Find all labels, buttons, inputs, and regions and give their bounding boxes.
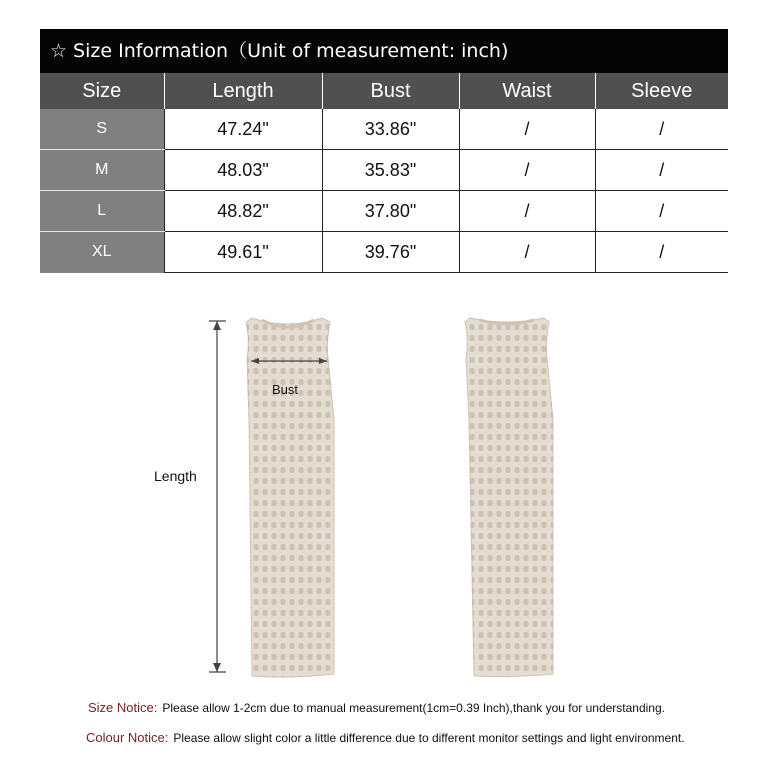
garment-measurement-diagram [0, 300, 768, 690]
length-cell: 49.61" [164, 232, 322, 273]
column-header-size: Size [40, 73, 164, 109]
bust-cell: 37.80" [322, 191, 459, 232]
length-cell: 48.82" [164, 191, 322, 232]
sleeve-cell: / [595, 150, 728, 191]
table-row [40, 150, 728, 191]
length-measure-line [209, 321, 226, 672]
size-table [40, 73, 728, 273]
column-header-bust: Bust [322, 73, 459, 109]
column-header-sleeve: Sleeve [595, 73, 728, 109]
sleeve-cell: / [595, 232, 728, 273]
table-row [40, 191, 728, 232]
size-cell: XL [40, 232, 164, 273]
colour-notice [86, 730, 685, 745]
bust-label: Bust [272, 382, 299, 397]
size-cell: L [40, 191, 164, 232]
bust-cell: 33.86" [322, 109, 459, 150]
size-notice-text: Please allow 1-2cm due to manual measurement(1cm=0.39 Inch),thank you for understanding. [162, 701, 665, 715]
length-cell: 48.03" [164, 150, 322, 191]
bust-cell: 39.76" [322, 232, 459, 273]
column-header-length: Length [164, 73, 322, 109]
header-title: Size Information（Unit of measurement: inch) [73, 40, 509, 62]
size-cell: M [40, 150, 164, 191]
garment-illustration [0, 300, 768, 690]
sleeve-cell: / [595, 191, 728, 232]
size-cell: S [40, 109, 164, 150]
waist-cell: / [459, 191, 595, 232]
star-icon: ☆ [50, 40, 68, 62]
back-dress [465, 318, 553, 677]
table-header-row [40, 73, 728, 109]
size-information-header [40, 29, 728, 73]
waist-cell: / [459, 232, 595, 273]
column-header-waist: Waist [459, 73, 595, 109]
size-notice-label: Size Notice: [88, 700, 158, 715]
front-dress [246, 318, 334, 677]
bust-cell: 35.83" [322, 150, 459, 191]
table-row [40, 109, 728, 150]
sleeve-cell: / [595, 109, 728, 150]
waist-cell: / [459, 150, 595, 191]
length-cell: 47.24" [164, 109, 322, 150]
size-notice [88, 700, 665, 715]
colour-notice-text: Please allow slight color a little difference due to different monitor settings and light environment. [173, 731, 685, 745]
table-row [40, 232, 728, 273]
length-label: Length [154, 468, 197, 484]
colour-notice-label: Colour Notice: [86, 730, 169, 745]
waist-cell: / [459, 109, 595, 150]
